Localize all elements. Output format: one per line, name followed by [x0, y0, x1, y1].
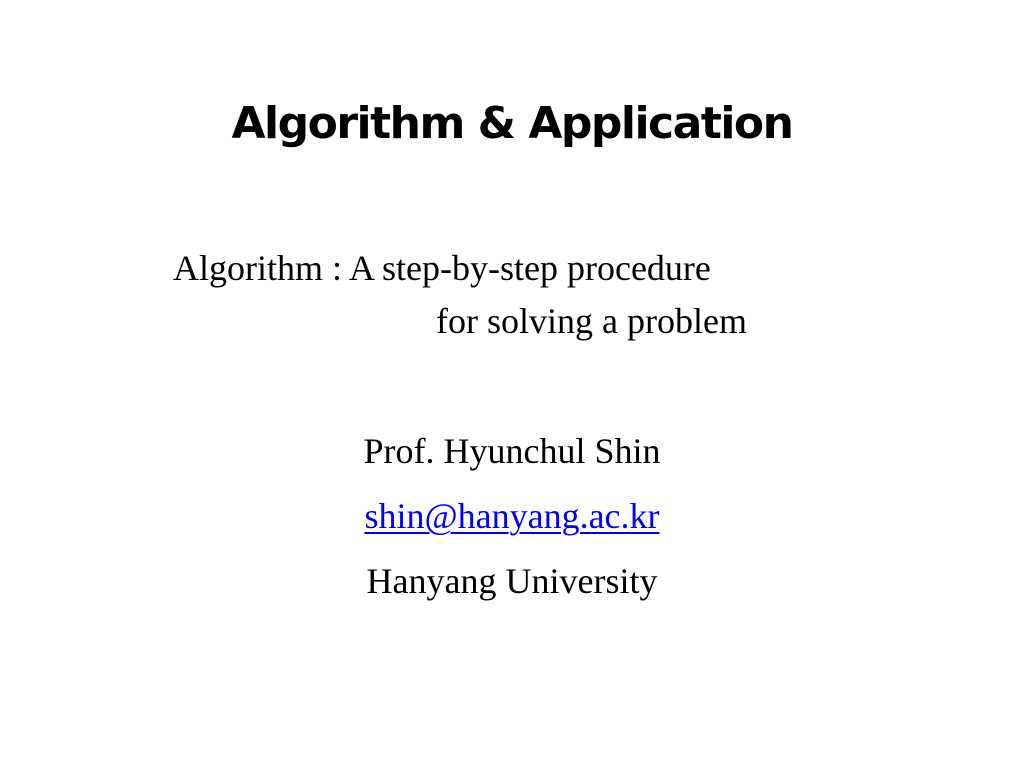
definition-line-2: for solving a problem [436, 301, 747, 341]
affiliation: Hanyang University [366, 561, 658, 601]
definition-line-1: Algorithm : A step-by-step procedure [173, 248, 711, 288]
email-line [0, 495, 1024, 537]
slide-title: Algorithm & Application [231, 98, 793, 149]
author-name: Prof. Hyunchul Shin [363, 431, 661, 471]
email-link[interactable]: shin@hanyang.ac.kr [364, 496, 660, 536]
